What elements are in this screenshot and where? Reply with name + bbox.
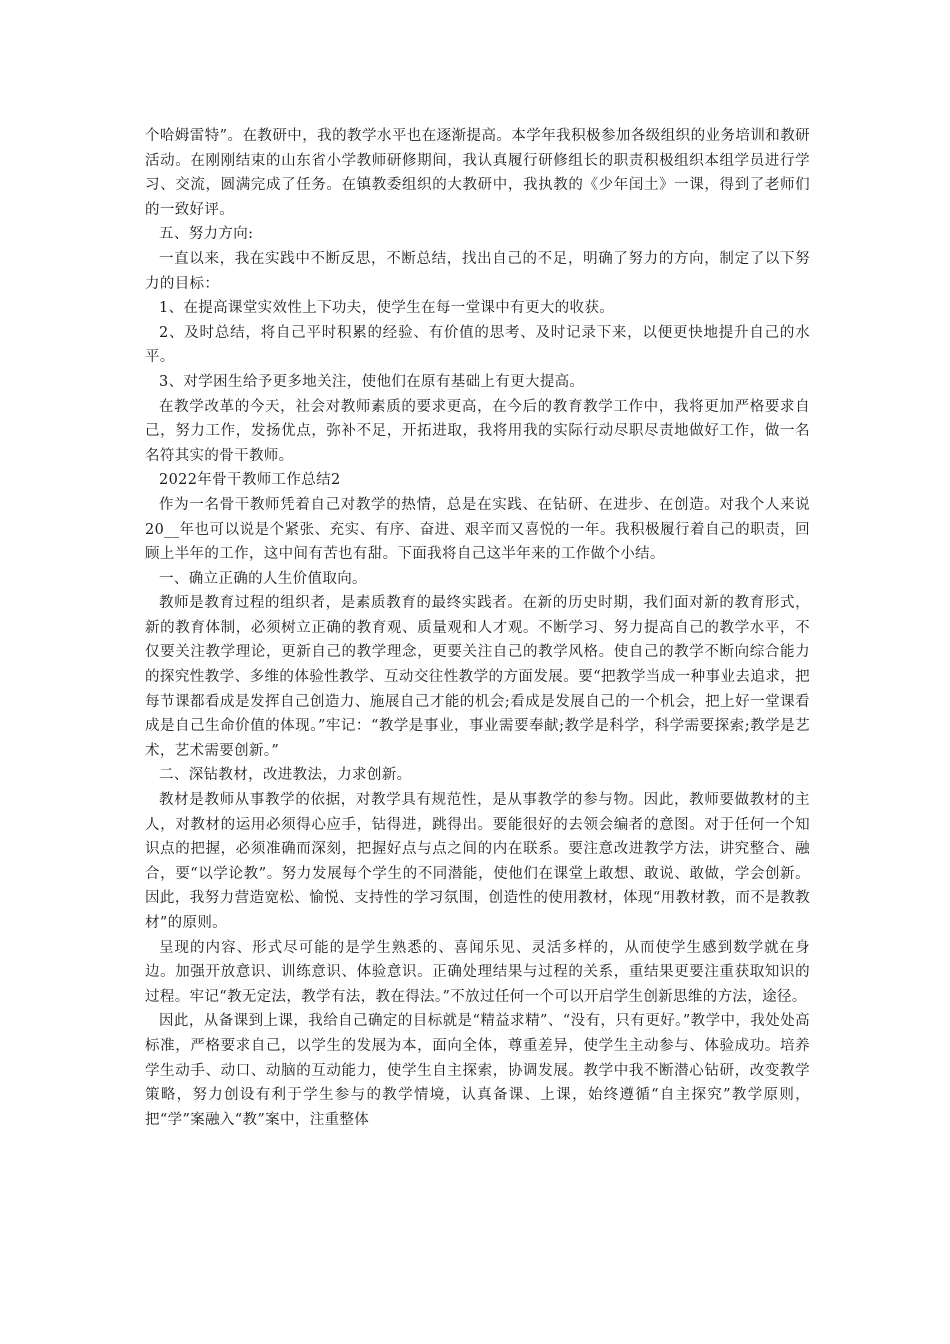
goal-item-2: 2、及时总结，将自己平时积累的经验、有价值的思考、及时记录下来，以便更快地提升自己的水平。	[145, 324, 810, 366]
goal-item-1: 1、在提高课堂实效性上下功夫，使学生在每一堂课中有更大的收获。	[159, 300, 615, 317]
paragraph-values: 教师是教育过程的组织者，是素质教育的最终实践者。在新的历史时期，我们面对新的教育形式，新的教育体制，必须树立正确的教育观、质量观和人才观。不断学习、努力提高自己的教学水平，不仅要关注教学理论，更新自己的教学理念，更要关注自己的教学风格。使自己的教学不断向综合能力的探究性教学、多维的体验性教学、互动交往性教学的方面发展。要“把教学当成一种事业去追求，把每节课都看成是发挥自己创造力、施展自己才能的机会;看成是发展自己的一个机会，把上好一堂课看成是自己生命价值的体现。”牢记：“教学是事业，事业需要奉献;教学是科学，科学需要探索;教学是艺术，艺术需要创新。”	[145, 595, 810, 759]
section-heading-values: 一、确立正确的人生价值取向。	[159, 570, 367, 587]
paragraph-materials: 教材是教师从事教学的依据，对教学具有规范性，是从事教学的参与物。因此，教师要做教材的主人，对教材的运用必须得心应手，钻得进，跳得出。要能很好的去领会编者的意图。对于任何一个知识点的把握，必须准确而深刻，把握好点与点之间的内在联系。要注意改进教学方法，讲究整合、融合，要“以学论教”。努力发展每个学生的不同潜能，使他们在课堂上敢想、敢说、敢做，学会创新。因此，我努力营造宽松、愉悦、支持性的学习氛围，创造性的使用教材，体现“用教材教，而不是教教材”的原则。	[145, 792, 810, 931]
paragraph-goals-teaching: 因此，从备课到上课，我给自己确定的目标就是“精益求精”、“没有，只有更好。”教学中，我处处高标准，严格要求自己，以学生的发展为本，面向全体，尊重差异，使学生主动参与、体验成功。培养学生动手、动口、动脑的互动能力，使学生自主探索，协调发展。教学中我不断潜心钻研，改变教学策略，努力创设有利于学生参与的教学情境，认真备课、上课，始终遵循“自主探究”教学原则，把“学”案融入“教”案中，注重整体	[145, 1013, 810, 1128]
document-title-2: 2022年骨干教师工作总结2	[159, 472, 341, 489]
paragraph-intro-2: 作为一名骨干教师凭着自己对教学的热情，总是在实践、在钻研、在进步、在创造。对我个人来说20__年也可以说是个紧张、充实、有序、奋进、艰辛而又喜悦的一年。我积极履行着自己的职责，回顾上半年的工作，这中间有苦也有甜。下面我将自己这半年来的工作做个小结。	[145, 496, 810, 563]
paragraph-effort-intro: 一直以来，我在实践中不断反思，不断总结，找出自己的不足，明确了努力的方向，制定了以下努力的目标：	[145, 250, 810, 292]
paragraph-continued: 个哈姆雷特”。在教研中，我的教学水平也在逐渐提高。本学年我积极参加各级组织的业务培训和教研活动。在刚刚结束的山东省小学教师研修期间，我认真履行研修组长的职责积极组织本组学员进行学习、交流，圆满完成了任务。在镇教委组织的大教研中，我执教的《少年闰土》一课，得到了老师们的一致好评。	[145, 128, 810, 218]
document-page	[145, 124, 810, 1132]
goal-item-3: 3、对学困生给予更多地关注，使他们在原有基础上有更大提高。	[159, 373, 585, 390]
paragraph-content-form: 呈现的内容、形式尽可能的是学生熟悉的、喜闻乐见、灵活多样的，从而使学生感到数学就在身边。加强开放意识、训练意识、体验意识。正确处理结果与过程的关系，重结果更要注重获取知识的过程。牢记“教无定法，教学有法，教在得法。”不放过任何一个可以开启学生创新思维的方法，途径。	[145, 939, 810, 1005]
section-heading-effort-direction: 五、努力方向:	[159, 226, 254, 243]
paragraph-closing: 在教学改革的今天，社会对教师素质的要求更高，在今后的教育教学工作中，我将更加严格要求自己，努力工作，发扬优点，弥补不足，开拓进取，我将用我的实际行动尽职尽责地做好工作，做一名名符其实的骨干教师。	[145, 398, 810, 464]
section-heading-materials: 二、深钻教材，改进教法，力求创新。	[159, 767, 412, 784]
